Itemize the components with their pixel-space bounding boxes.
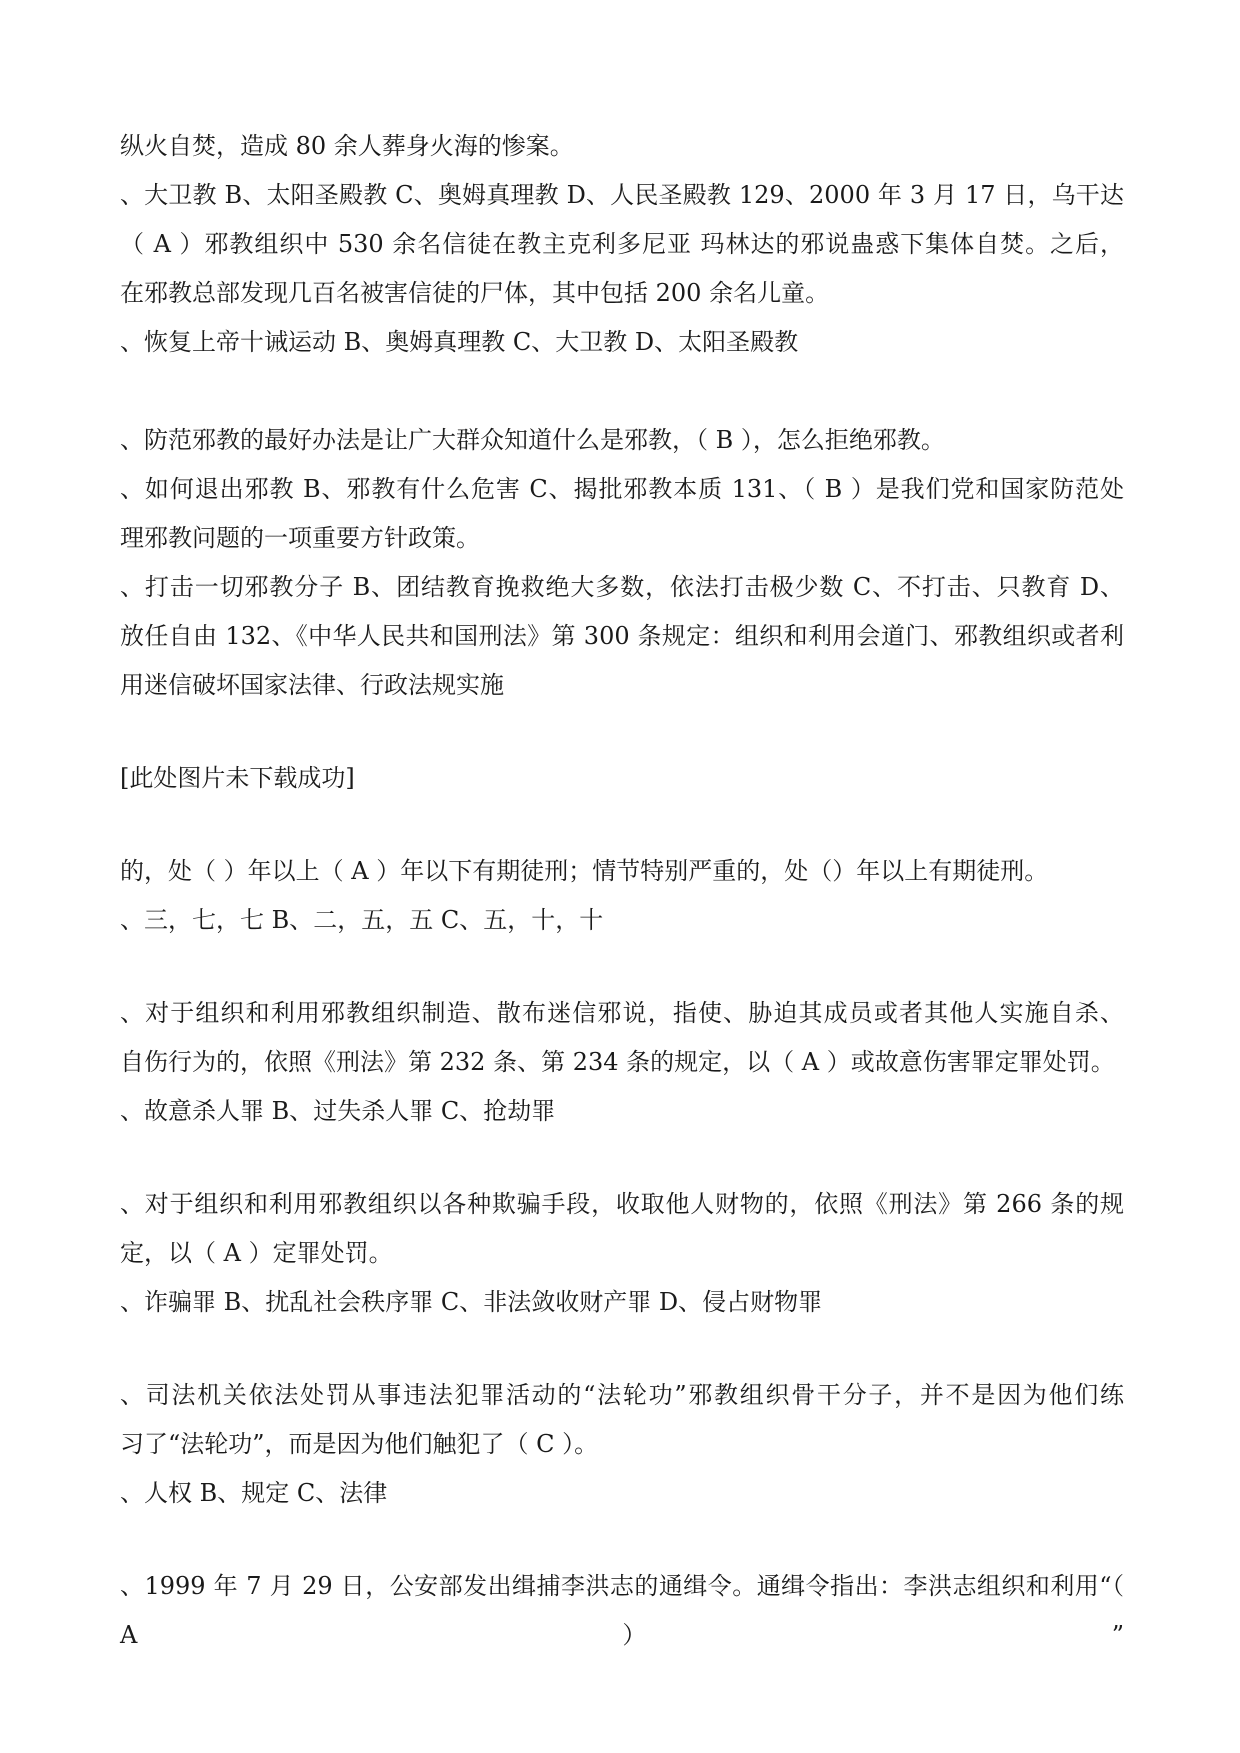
text-line: （ A ）邪教组织中 530 余名信徒在教主克利多尼亚 玛林达的邪说蛊惑下集体自焚。之后，	[120, 230, 1124, 258]
text-line: 的，处（ ）年以上（ A ）年以下有期徒刑；情节特别严重的，处（）年以上有期徒刑。	[120, 857, 1049, 885]
text-line: 、司法机关依法处罚从事违法犯罪活动的“法轮功”邪教组织骨干分子，并不是因为他们练	[120, 1381, 1124, 1409]
text-line: 、防范邪教的最好办法是让广大群众知道什么是邪教，（ B ），怎么拒绝邪教。	[120, 426, 945, 454]
paragraph-gap	[120, 710, 1124, 754]
text-line: 、诈骗罪 B、扰乱社会秩序罪 C、非法敛收财产罪 D、侵占财物罪	[120, 1288, 823, 1316]
text-line: 放任自由 132、《中华人民共和国刑法》第 300 条规定：组织和利用会道门、邪教组织或者利	[120, 622, 1124, 650]
text-line: 理邪教问题的一项重要方针政策。	[120, 524, 480, 552]
text-line: 在邪教总部发现几百名被害信徒的尸体，其中包括 200 余名儿童。	[120, 279, 830, 307]
text-line: 、恢复上帝十诫运动 B、奥姆真理教 C、大卫教 D、太阳圣殿教	[120, 328, 799, 356]
paragraph-gap	[120, 367, 1124, 416]
text-line: 、1999 年 7 月 29 日，公安部发出缉捕李洪志的通缉令。通缉令指出：李洪志组织和利用“（ A ）”	[120, 1572, 1124, 1649]
text-line: 、大卫教 B、太阳圣殿教 C、奥姆真理教 D、人民圣殿教 129、2000 年 3 月 17 日，乌干达	[120, 181, 1124, 209]
paragraph-gap	[120, 1327, 1124, 1371]
paragraph-gap	[120, 1136, 1124, 1180]
image-placeholder: [此处图片未下载成功]	[120, 764, 355, 792]
text-line: 、打击一切邪教分子 B、团结教育挽救绝大多数，依法打击极少数 C、不打击、只教育 D、	[120, 573, 1124, 601]
paragraph-gap	[120, 945, 1124, 989]
paragraph-gap	[120, 803, 1124, 847]
text-line: 、三，七，七 B、二，五，五 C、五，十，十	[120, 906, 604, 934]
text-line: 用迷信破坏国家法律、行政法规实施	[120, 671, 504, 699]
text-line: 自伤行为的，依照《刑法》第 232 条、第 234 条的规定，以（ A ）或故意伤害罪定罪处罚。	[120, 1048, 1115, 1076]
text-line: 、故意杀人罪 B、过失杀人罪 C、抢劫罪	[120, 1097, 556, 1125]
text-line: 习了“法轮功”，而是因为他们触犯了（ C ）。	[120, 1430, 599, 1458]
text-line: 纵火自焚，造成 80 余人葬身火海的惨案。	[120, 132, 574, 160]
text-line: 定，以（ A ）定罪处罚。	[120, 1239, 393, 1267]
text-line: 、人权 B、规定 C、法律	[120, 1479, 388, 1507]
text-line: 、对于组织和利用邪教组织制造、散布迷信邪说，指使、胁迫其成员或者其他人实施自杀、	[120, 999, 1124, 1027]
text-line: 、如何退出邪教 B、邪教有什么危害 C、揭批邪教本质 131、（ B ）是我们党和国家防范处	[120, 475, 1124, 503]
text-line: 、对于组织和利用邪教组织以各种欺骗手段，收取他人财物的，依照《刑法》第 266 条的规	[120, 1190, 1124, 1218]
paragraph-gap	[120, 1518, 1124, 1562]
